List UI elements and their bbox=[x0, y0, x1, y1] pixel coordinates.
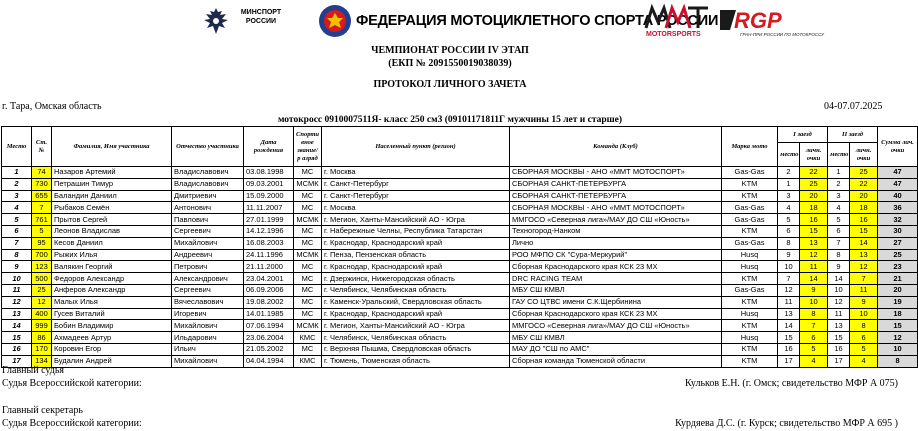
row-name: Леонов Владислав bbox=[52, 225, 172, 237]
row-total: 25 bbox=[878, 249, 918, 261]
row-race2-points: 7 bbox=[850, 273, 878, 285]
championship-title: ЧЕМПИОНАТ РОССИИ IV ЭТАП bbox=[371, 45, 529, 56]
row-team: СБОРНАЯ САНКТ-ПЕТЕРБУРГА bbox=[510, 178, 722, 190]
table-row bbox=[2, 308, 918, 320]
row-place: 10 bbox=[2, 273, 32, 285]
row-place: 3 bbox=[2, 190, 32, 202]
row-rank: КМС bbox=[294, 355, 322, 367]
row-birth: 21.11.2000 bbox=[244, 261, 294, 273]
table-row bbox=[2, 214, 918, 226]
row-race2-points: 14 bbox=[850, 237, 878, 249]
row-number: 74 bbox=[32, 167, 52, 179]
col-header-name: Фамилия, Имя участника bbox=[52, 127, 172, 167]
row-rank: МС bbox=[294, 273, 322, 285]
row-race1-points: 4 bbox=[800, 355, 828, 367]
row-race2-points: 22 bbox=[850, 178, 878, 190]
results-body bbox=[2, 167, 918, 368]
row-race1-points: 22 bbox=[800, 167, 828, 179]
row-team: МАУ ДО "СШ по АМС" bbox=[510, 343, 722, 355]
row-team: Техногород-Нанком bbox=[510, 225, 722, 237]
row-moto: KTM bbox=[722, 355, 778, 367]
row-total: 15 bbox=[878, 320, 918, 332]
row-race1-place: 1 bbox=[778, 178, 800, 190]
row-team: МБУ СШ КМВЛ bbox=[510, 332, 722, 344]
row-number: 170 bbox=[32, 343, 52, 355]
row-patronymic: Владиславович bbox=[172, 167, 244, 179]
row-name: Баландин Даниил bbox=[52, 190, 172, 202]
row-rank: МС bbox=[294, 190, 322, 202]
row-total: 36 bbox=[878, 202, 918, 214]
event-dates: 04-07.07.2025 bbox=[824, 101, 883, 112]
row-rank: МС bbox=[294, 261, 322, 273]
row-birth: 24.11.1996 bbox=[244, 249, 294, 261]
row-patronymic: Ильдарович bbox=[172, 332, 244, 344]
row-city: г. Дзержинск, Нижегородская область bbox=[322, 273, 510, 285]
row-race2-place: 11 bbox=[828, 308, 850, 320]
row-race2-place: 9 bbox=[828, 261, 850, 273]
row-number: 730 bbox=[32, 178, 52, 190]
row-city: г. Санкт-Петербург bbox=[322, 178, 510, 190]
table-row bbox=[2, 320, 918, 332]
row-birth: 06.09.2006 bbox=[244, 284, 294, 296]
row-city: г. Мегион, Ханты-Мансийский АО - Югра bbox=[322, 320, 510, 332]
col-header-race1-place: место bbox=[778, 143, 800, 167]
row-birth: 03.08.1998 bbox=[244, 167, 294, 179]
row-number: 12 bbox=[32, 296, 52, 308]
row-name: Гусев Виталий bbox=[52, 308, 172, 320]
row-team: Сборная команда Тюменской области bbox=[510, 355, 722, 367]
row-moto: Husq bbox=[722, 332, 778, 344]
row-number: 761 bbox=[32, 214, 52, 226]
row-place: 13 bbox=[2, 308, 32, 320]
chief-secretary-title: Главный секретарь bbox=[2, 405, 83, 416]
row-race2-place: 7 bbox=[828, 237, 850, 249]
row-city: г. Тюмень, Тюменская область bbox=[322, 355, 510, 367]
col-header-race2-points: личн. очки bbox=[850, 143, 878, 167]
row-place: 5 bbox=[2, 214, 32, 226]
col-header-moto: Марка мото bbox=[722, 127, 778, 167]
row-team: DRC RACING TEAM bbox=[510, 273, 722, 285]
federation-title: ФЕДЕРАЦИЯ МОТОЦИКЛЕТНОГО СПОРТА РОССИИ bbox=[356, 13, 719, 29]
col-header-race1-points: личн. очки bbox=[800, 143, 828, 167]
row-city: г. Мегион, Ханты-Мансийский АО - Югра bbox=[322, 214, 510, 226]
table-row bbox=[2, 167, 918, 179]
row-patronymic: Петрович bbox=[172, 261, 244, 273]
class-description: мотокросс 0910007511Я- класс 250 см3 (09101171811Г мужчины 15 лет и старше) bbox=[277, 115, 623, 125]
row-team: ГАУ СО ЦТВС имени С.К.Щербинина bbox=[510, 296, 722, 308]
row-rank: МС bbox=[294, 296, 322, 308]
row-race1-points: 16 bbox=[800, 214, 828, 226]
row-race1-place: 11 bbox=[778, 296, 800, 308]
row-patronymic: Ильич bbox=[172, 343, 244, 355]
table-row bbox=[2, 225, 918, 237]
row-race2-place: 3 bbox=[828, 190, 850, 202]
row-birth: 07.06.1994 bbox=[244, 320, 294, 332]
row-race2-points: 16 bbox=[850, 214, 878, 226]
row-name: Будалин Андрей bbox=[52, 355, 172, 367]
row-race2-points: 12 bbox=[850, 261, 878, 273]
row-birth: 19.08.2002 bbox=[244, 296, 294, 308]
results-table bbox=[1, 126, 918, 368]
row-race2-points: 5 bbox=[850, 343, 878, 355]
chief-secretary-category: Судья Всероссийской категории: bbox=[2, 418, 142, 429]
row-place: 9 bbox=[2, 261, 32, 273]
row-name: Рыбаков Семён bbox=[52, 202, 172, 214]
row-team: МБУ СШ КМВЛ bbox=[510, 284, 722, 296]
row-patronymic: Сергеевич bbox=[172, 225, 244, 237]
row-race2-place: 6 bbox=[828, 225, 850, 237]
row-city: г. Верхняя Пышма, Свердловская область bbox=[322, 343, 510, 355]
row-patronymic: Михайлович bbox=[172, 320, 244, 332]
row-name: Прытов Сергей bbox=[52, 214, 172, 226]
row-number: 7 bbox=[32, 202, 52, 214]
row-moto: KTM bbox=[722, 178, 778, 190]
row-race2-place: 5 bbox=[828, 214, 850, 226]
ministry-logo-text: МИНСПОРТ РОССИИ bbox=[240, 9, 282, 25]
row-rank: МС bbox=[294, 225, 322, 237]
row-team: ММГОСО «Северная лига»/МАУ ДО СШ «Юность» bbox=[510, 214, 722, 226]
row-name: Кесов Даниил bbox=[52, 237, 172, 249]
row-moto: Husq bbox=[722, 308, 778, 320]
row-moto: KTM bbox=[722, 343, 778, 355]
row-moto: Gas-Gas bbox=[722, 284, 778, 296]
table-row bbox=[2, 178, 918, 190]
row-rank: МС bbox=[294, 167, 322, 179]
row-race1-points: 18 bbox=[800, 202, 828, 214]
row-number: 700 bbox=[32, 249, 52, 261]
row-number: 500 bbox=[32, 273, 52, 285]
event-place: г. Тара, Омская область bbox=[2, 101, 102, 112]
row-total: 8 bbox=[878, 355, 918, 367]
row-race2-points: 8 bbox=[850, 320, 878, 332]
col-header-race2: II заезд bbox=[828, 127, 878, 143]
row-race1-points: 7 bbox=[800, 320, 828, 332]
row-city: г. Набережные Челны, Республика Татарстан bbox=[322, 225, 510, 237]
row-place: 7 bbox=[2, 237, 32, 249]
row-race1-place: 17 bbox=[778, 355, 800, 367]
row-name: Рыжих Илья bbox=[52, 249, 172, 261]
row-birth: 15.09.2000 bbox=[244, 190, 294, 202]
row-patronymic: Игоревич bbox=[172, 308, 244, 320]
row-place: 15 bbox=[2, 332, 32, 344]
table-row bbox=[2, 296, 918, 308]
row-race2-points: 10 bbox=[850, 308, 878, 320]
row-birth: 09.03.2001 bbox=[244, 178, 294, 190]
table-row bbox=[2, 355, 918, 367]
row-race2-points: 6 bbox=[850, 332, 878, 344]
row-moto: KTM bbox=[722, 225, 778, 237]
row-race1-place: 3 bbox=[778, 190, 800, 202]
row-race1-points: 11 bbox=[800, 261, 828, 273]
row-city: г. Краснодар, Краснодарский край bbox=[322, 308, 510, 320]
row-birth: 14.12.1996 bbox=[244, 225, 294, 237]
row-race1-points: 10 bbox=[800, 296, 828, 308]
row-race2-points: 11 bbox=[850, 284, 878, 296]
row-total: 32 bbox=[878, 214, 918, 226]
table-row bbox=[2, 284, 918, 296]
row-place: 6 bbox=[2, 225, 32, 237]
row-race2-place: 13 bbox=[828, 320, 850, 332]
row-race1-points: 5 bbox=[800, 343, 828, 355]
row-race1-place: 12 bbox=[778, 284, 800, 296]
row-name: Валякин Георгий bbox=[52, 261, 172, 273]
row-total: 10 bbox=[878, 343, 918, 355]
row-number: 655 bbox=[32, 190, 52, 202]
rgp-logo-icon bbox=[718, 4, 824, 38]
row-birth: 14.01.1985 bbox=[244, 308, 294, 320]
mmt-logo-text: MOTORSPORTS bbox=[646, 31, 701, 38]
row-race1-points: 12 bbox=[800, 249, 828, 261]
chief-judge-title: Главный судья bbox=[2, 365, 65, 376]
row-race1-points: 15 bbox=[800, 225, 828, 237]
row-name: Коровин Егор bbox=[52, 343, 172, 355]
row-name: Петрашин Тимур bbox=[52, 178, 172, 190]
row-patronymic: Антонович bbox=[172, 202, 244, 214]
row-place: 16 bbox=[2, 343, 32, 355]
row-race2-points: 9 bbox=[850, 296, 878, 308]
row-patronymic: Михайлович bbox=[172, 237, 244, 249]
rgp-logo-text: RGP bbox=[734, 8, 782, 33]
row-race1-points: 20 bbox=[800, 190, 828, 202]
row-place: 2 bbox=[2, 178, 32, 190]
row-rank: МСМК bbox=[294, 320, 322, 332]
row-race2-points: 25 bbox=[850, 167, 878, 179]
row-birth: 23.06.2004 bbox=[244, 332, 294, 344]
col-header-patronymic: Отчество участника bbox=[172, 127, 244, 167]
row-moto: Gas-Gas bbox=[722, 202, 778, 214]
row-total: 30 bbox=[878, 225, 918, 237]
row-total: 47 bbox=[878, 178, 918, 190]
row-rank: МСМК bbox=[294, 214, 322, 226]
federation-emblem-icon bbox=[318, 4, 352, 38]
rgp-subtitle: ГРАН-ПРИ РОССИИ ПО МОТОКРОССУ bbox=[740, 32, 824, 37]
row-race1-points: 25 bbox=[800, 178, 828, 190]
row-number: 134 bbox=[32, 355, 52, 367]
row-number: 123 bbox=[32, 261, 52, 273]
row-total: 21 bbox=[878, 273, 918, 285]
chief-judge-name: Кульков Е.Н. (г. Омск; свидетельство МФР А 075) bbox=[685, 378, 898, 389]
table-row bbox=[2, 190, 918, 202]
row-moto: Husq bbox=[722, 261, 778, 273]
row-number: 25 bbox=[32, 284, 52, 296]
row-race1-place: 2 bbox=[778, 167, 800, 179]
row-rank: МС bbox=[294, 308, 322, 320]
table-row bbox=[2, 343, 918, 355]
row-name: Назаров Артемий bbox=[52, 167, 172, 179]
row-name: Анферов Александр bbox=[52, 284, 172, 296]
table-row bbox=[2, 237, 918, 249]
mmt-motorsports-logo-icon bbox=[644, 4, 710, 38]
row-race1-place: 9 bbox=[778, 249, 800, 261]
row-place: 11 bbox=[2, 284, 32, 296]
row-race1-place: 4 bbox=[778, 202, 800, 214]
row-place: 1 bbox=[2, 167, 32, 179]
row-name: Федоров Александр bbox=[52, 273, 172, 285]
row-race1-points: 8 bbox=[800, 308, 828, 320]
row-team: СБОРНАЯ САНКТ-ПЕТЕРБУРГА bbox=[510, 190, 722, 202]
row-city: г. Каменск-Уральский, Свердловская область bbox=[322, 296, 510, 308]
table-row bbox=[2, 261, 918, 273]
table-row bbox=[2, 332, 918, 344]
col-header-city: Населенный пункт (регион) bbox=[322, 127, 510, 167]
row-race1-place: 5 bbox=[778, 214, 800, 226]
row-moto: KTM bbox=[722, 320, 778, 332]
row-rank: МС bbox=[294, 202, 322, 214]
row-patronymic: Александрович bbox=[172, 273, 244, 285]
row-number: 5 bbox=[32, 225, 52, 237]
row-name: Ахмадеев Артур bbox=[52, 332, 172, 344]
row-team: Сборная Краснодарского края КСК 23 МХ bbox=[510, 308, 722, 320]
row-total: 20 bbox=[878, 284, 918, 296]
row-total: 23 bbox=[878, 261, 918, 273]
row-place: 14 bbox=[2, 320, 32, 332]
row-team: Сборная Краснодарского края КСК 23 МХ bbox=[510, 261, 722, 273]
row-race1-points: 6 bbox=[800, 332, 828, 344]
row-city: г. Москва bbox=[322, 202, 510, 214]
row-race1-place: 7 bbox=[778, 273, 800, 285]
row-team: ММГОСО «Северная лига»/МАУ ДО СШ «Юность» bbox=[510, 320, 722, 332]
col-header-place: Место bbox=[2, 127, 32, 167]
ekp-number: (ЕКП № 2091550019038039) bbox=[388, 58, 512, 69]
col-header-total: Сумма лич. очки bbox=[878, 127, 918, 167]
row-race2-place: 10 bbox=[828, 284, 850, 296]
row-team: СБОРНАЯ МОСКВЫ - АНО «ММТ МОТОСПОРТ» bbox=[510, 167, 722, 179]
table-row bbox=[2, 202, 918, 214]
row-place: 4 bbox=[2, 202, 32, 214]
row-birth: 23.04.2001 bbox=[244, 273, 294, 285]
row-total: 27 bbox=[878, 237, 918, 249]
row-moto: KTM bbox=[722, 273, 778, 285]
row-rank: МСМК bbox=[294, 178, 322, 190]
row-total: 40 bbox=[878, 190, 918, 202]
row-race2-place: 4 bbox=[828, 202, 850, 214]
row-number: 999 bbox=[32, 320, 52, 332]
row-rank: МС bbox=[294, 343, 322, 355]
table-row bbox=[2, 249, 918, 261]
row-race2-place: 1 bbox=[828, 167, 850, 179]
row-race1-place: 14 bbox=[778, 320, 800, 332]
ministry-emblem-icon bbox=[200, 6, 232, 36]
row-city: г. Москва bbox=[322, 167, 510, 179]
row-race1-place: 15 bbox=[778, 332, 800, 344]
col-header-race1: I заезд bbox=[778, 127, 828, 143]
row-moto: KTM bbox=[722, 190, 778, 202]
row-team: Лично bbox=[510, 237, 722, 249]
row-race2-place: 8 bbox=[828, 249, 850, 261]
col-header-rank: Спорти вное звание/р азряд bbox=[294, 127, 322, 167]
row-place: 12 bbox=[2, 296, 32, 308]
row-moto: Gas-Gas bbox=[722, 237, 778, 249]
row-moto: Gas-Gas bbox=[722, 167, 778, 179]
row-race2-place: 17 bbox=[828, 355, 850, 367]
row-birth: 04.04.1994 bbox=[244, 355, 294, 367]
row-moto: Gas-Gas bbox=[722, 214, 778, 226]
row-birth: 11.11.2007 bbox=[244, 202, 294, 214]
row-race2-place: 14 bbox=[828, 273, 850, 285]
row-place: 8 bbox=[2, 249, 32, 261]
row-city: г. Краснодар, Краснодарский край bbox=[322, 237, 510, 249]
row-number: 400 bbox=[32, 308, 52, 320]
row-total: 12 bbox=[878, 332, 918, 344]
row-race1-points: 14 bbox=[800, 273, 828, 285]
row-total: 19 bbox=[878, 296, 918, 308]
row-name: Малых Илья bbox=[52, 296, 172, 308]
row-rank: КМС bbox=[294, 332, 322, 344]
row-total: 47 bbox=[878, 167, 918, 179]
row-name: Бобин Владимир bbox=[52, 320, 172, 332]
row-race2-points: 18 bbox=[850, 202, 878, 214]
row-race1-place: 6 bbox=[778, 225, 800, 237]
row-patronymic: Андреевич bbox=[172, 249, 244, 261]
row-city: г. Челябинск, Челябинская область bbox=[322, 332, 510, 344]
row-moto: Husq bbox=[722, 249, 778, 261]
row-team: РОО МФПО СК "Сура-Меркурий" bbox=[510, 249, 722, 261]
row-race1-place: 8 bbox=[778, 237, 800, 249]
row-patronymic: Дмитриевич bbox=[172, 190, 244, 202]
row-race2-points: 15 bbox=[850, 225, 878, 237]
col-header-num: Ст. № bbox=[32, 127, 52, 167]
row-race2-points: 13 bbox=[850, 249, 878, 261]
row-race2-points: 4 bbox=[850, 355, 878, 367]
row-city: г. Пенза, Пензенская область bbox=[322, 249, 510, 261]
row-patronymic: Владиславович bbox=[172, 178, 244, 190]
row-race2-place: 16 bbox=[828, 343, 850, 355]
chief-judge-category: Судья Всероссийской категории: bbox=[2, 378, 142, 389]
col-header-race2-place: место bbox=[828, 143, 850, 167]
row-patronymic: Вячеславович bbox=[172, 296, 244, 308]
row-birth: 27.01.1999 bbox=[244, 214, 294, 226]
row-rank: МС bbox=[294, 284, 322, 296]
row-birth: 21.05.2002 bbox=[244, 343, 294, 355]
row-race1-points: 9 bbox=[800, 284, 828, 296]
row-race2-place: 12 bbox=[828, 296, 850, 308]
row-patronymic: Сергеевич bbox=[172, 284, 244, 296]
row-team: СБОРНАЯ МОСКВЫ - АНО «ММТ МОТОСПОРТ» bbox=[510, 202, 722, 214]
row-race1-points: 13 bbox=[800, 237, 828, 249]
table-row bbox=[2, 273, 918, 285]
chief-secretary-name: Курдяева Д.С. (г. Курск; свидетельство МФР А 695 ) bbox=[675, 418, 898, 429]
protocol-title: ПРОТОКОЛ ЛИЧНОГО ЗАЧЕТА bbox=[373, 79, 527, 90]
row-rank: МСМК bbox=[294, 249, 322, 261]
row-city: г. Санкт-Петербург bbox=[322, 190, 510, 202]
row-race2-place: 2 bbox=[828, 178, 850, 190]
row-city: г. Челябинск, Челябинская область bbox=[322, 284, 510, 296]
row-moto: KTM bbox=[722, 296, 778, 308]
row-number: 86 bbox=[32, 332, 52, 344]
row-birth: 16.08.2003 bbox=[244, 237, 294, 249]
col-header-birth: Дата рождения bbox=[244, 127, 294, 167]
row-race2-points: 20 bbox=[850, 190, 878, 202]
row-number: 95 bbox=[32, 237, 52, 249]
row-place: 17 bbox=[2, 355, 32, 367]
row-patronymic: Михайлович bbox=[172, 355, 244, 367]
row-patronymic: Павлович bbox=[172, 214, 244, 226]
row-race2-place: 15 bbox=[828, 332, 850, 344]
row-city: г. Краснодар, Краснодарский край bbox=[322, 261, 510, 273]
row-race1-place: 10 bbox=[778, 261, 800, 273]
row-race1-place: 16 bbox=[778, 343, 800, 355]
row-rank: МС bbox=[294, 237, 322, 249]
row-total: 18 bbox=[878, 308, 918, 320]
row-race1-place: 13 bbox=[778, 308, 800, 320]
col-header-team: Команда (Клуб) bbox=[510, 127, 722, 167]
